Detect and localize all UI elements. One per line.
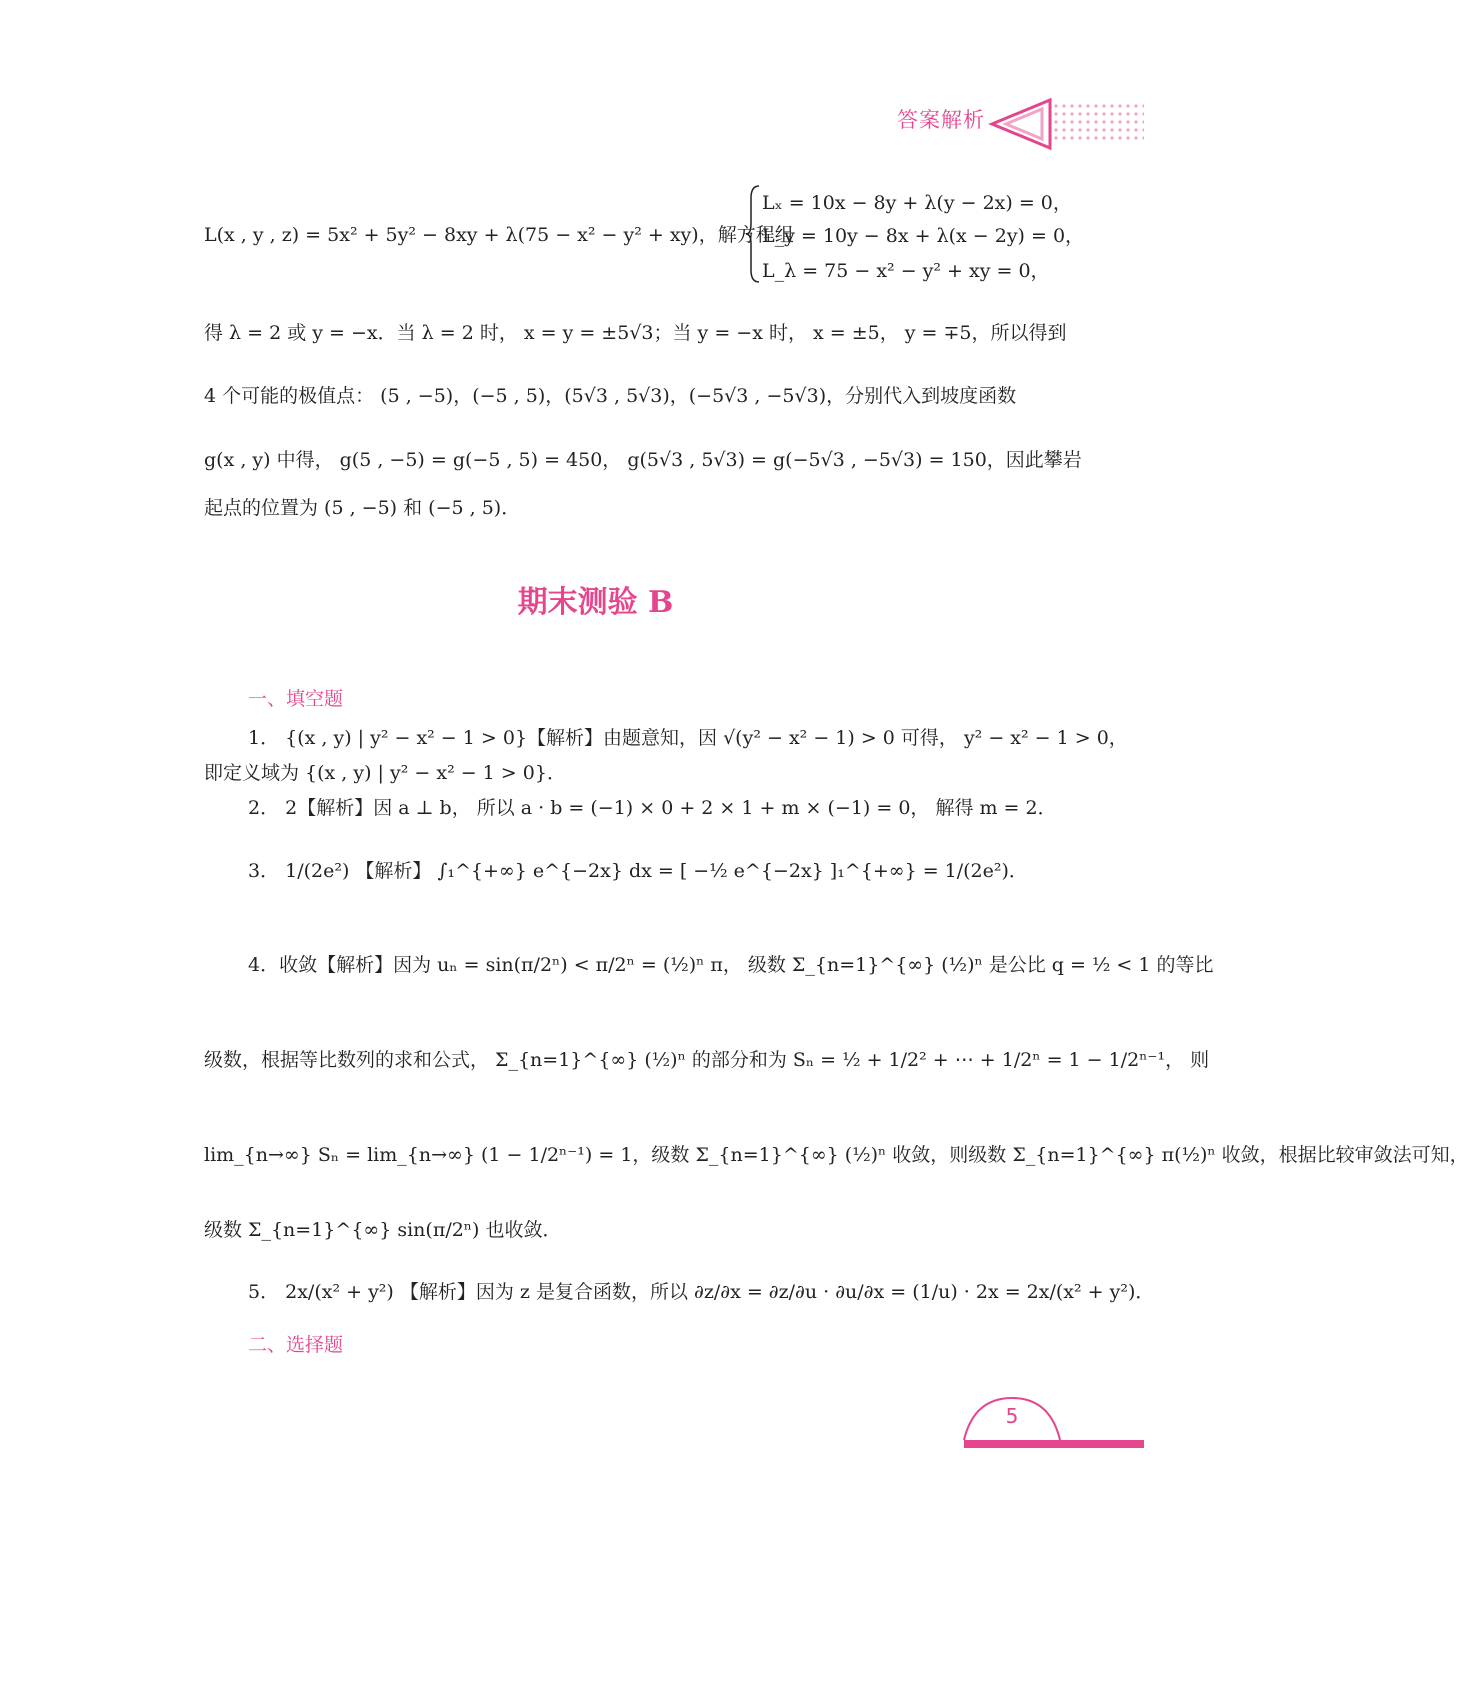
question-4-line-2: 级数，根据等比数列的求和公式， Σ_{n=1}^{∞} (½)ⁿ 的部分和为 Sₙ = ½ + 1/2² + ⋯ + 1/2ⁿ = 1 − 1/2ⁿ⁻¹， 则: [204, 1049, 1210, 1071]
question-1-line-1: 1． {(x , y) | y² − x² − 1 > 0}【解析】由题意知，因 √(y² − x² − 1) > 0 可得， y² − x² − 1 > 0，: [248, 727, 1128, 749]
part2-heading: 二、选择题: [248, 1334, 344, 1356]
system-equation-3: L_λ = 75 − x² − y² + xy = 0，: [762, 260, 1050, 282]
question-4-line-4: 级数 Σ_{n=1}^{∞} sin(π/2ⁿ) 也收敛．: [204, 1219, 562, 1241]
question-2: 2． 2【解析】因 a ⊥ b， 所以 a · b = (−1) × 0 + 2 × 1 + m × (−1) = 0， 解得 m = 2．: [248, 797, 1057, 819]
text-line: 4 个可能的极值点： (5 , −5)，(−5 , 5)，(5√3 , 5√3)，(−5√3 , −5√3)，分别代入到坡度函数: [204, 385, 1017, 407]
page-number: 5: [1005, 1404, 1019, 1428]
header-title: 答案解析: [897, 108, 985, 132]
system-brace-icon: [745, 184, 761, 284]
part1-heading: 一、填空题: [248, 688, 344, 710]
text-line: 得 λ = 2 或 y = −x．当 λ = 2 时， x = y = ±5√3；当 y = −x 时， x = ±5， y = ∓5，所以得到: [204, 322, 1067, 344]
section-title: 期末测验 B: [517, 585, 674, 620]
triangle-logo-icon: [990, 96, 1052, 152]
text-line: 起点的位置为 (5 , −5) 和 (−5 , 5)．: [204, 497, 521, 519]
question-4-line-1: 4．收敛【解析】因为 uₙ = sin(π/2ⁿ) < π/2ⁿ = (½)ⁿ π， 级数 Σ_{n=1}^{∞} (½)ⁿ 是公比 q = ½ < 1 的等比: [248, 954, 1214, 976]
header-dot-pattern: [1052, 102, 1144, 142]
question-5: 5． 2x/(x² + y²) 【解析】因为 z 是复合函数，所以 ∂z/∂x = ∂z/∂u · ∂u/∂x = (1/u) · 2x = 2x/(x² + y²)．: [248, 1281, 1155, 1303]
text-line: g(x , y) 中得， g(5 , −5) = g(−5 , 5) = 450， g(5√3 , 5√3) = g(−5√3 , −5√3) = 150，因此攀岩: [204, 449, 1082, 471]
page-number-bar: [964, 1440, 1144, 1448]
system-equation-2: L_y = 10y − 8x + λ(x − 2y) = 0，: [762, 225, 1085, 247]
question-4-line-3: lim_{n→∞} Sₙ = lim_{n→∞} (1 − 1/2ⁿ⁻¹) = 1，级数 Σ_{n=1}^{∞} (½)ⁿ 收敛，则级数 Σ_{n=1}^{∞} π(½)ⁿ 收敛，根据比较审敛法可知，: [204, 1144, 1469, 1166]
question-3: 3． 1/(2e²) 【解析】 ∫₁^{+∞} e^{−2x} dx = [ −½ e^{−2x} ]₁^{+∞} = 1/(2e²)．: [248, 860, 1028, 882]
system-equation-1: Lₓ = 10x − 8y + λ(y − 2x) = 0，: [762, 192, 1072, 214]
lagrange-function-line: L(x , y , z) = 5x² + 5y² − 8xy + λ(75 − x² − y² + xy)，解方程组: [204, 224, 794, 246]
question-1-line-2: 即定义域为 {(x , y) | y² − x² − 1 > 0}．: [204, 762, 566, 784]
